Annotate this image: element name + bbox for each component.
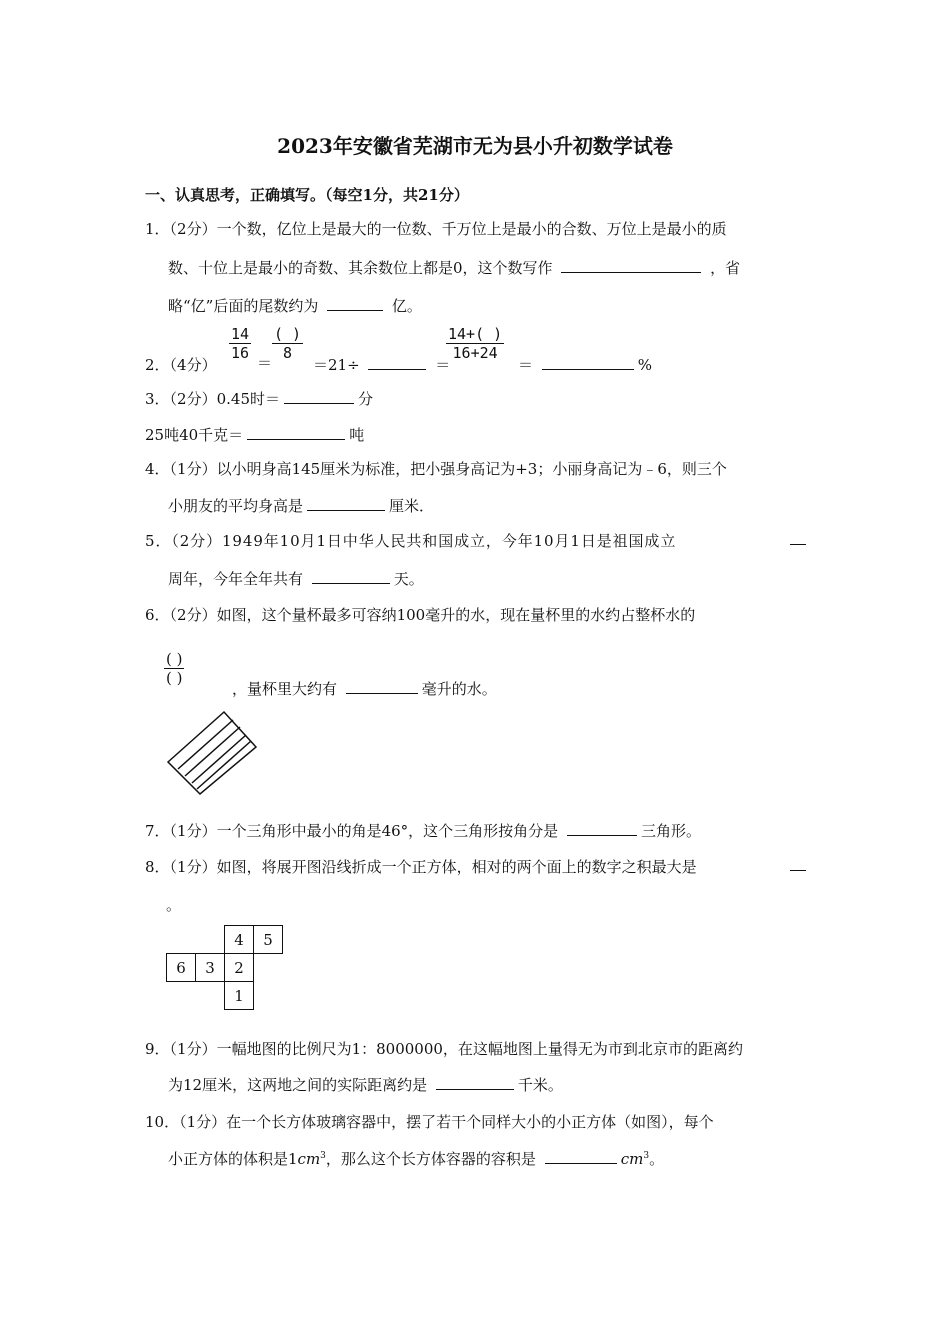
q2-eq: ＝	[257, 354, 273, 372]
q2-fraction-3	[446, 325, 504, 362]
q9-blank-distance[interactable]	[436, 1075, 514, 1090]
q2-eq	[313, 354, 450, 375]
q9-text: 千米。	[517, 1076, 563, 1094]
q1-line2	[168, 257, 740, 278]
q10-unit: cm	[297, 1150, 321, 1168]
q2-f3-den: 16+24	[452, 344, 498, 362]
cube-face: 2	[225, 954, 254, 982]
cup-mark	[192, 735, 246, 783]
q7-blank-triangle[interactable]	[567, 821, 637, 836]
cube-face: 4	[225, 926, 254, 954]
q10-blank-volume[interactable]	[545, 1149, 617, 1164]
cube-net-figure	[166, 925, 283, 1010]
q2-blank-divisor[interactable]	[368, 355, 426, 370]
q3-blank-minutes[interactable]	[284, 389, 354, 404]
q6-fraction	[164, 650, 184, 687]
q7-line	[145, 820, 701, 841]
q1-line1: 1．（2分）一个数，亿位上是最大的一位数、千万位上是最小的合数、万位上是最小的质	[145, 220, 727, 238]
q3-text: 分	[358, 390, 374, 408]
q5-line1	[145, 530, 676, 551]
q5-text: 5．（2分）1949年10月1日中华人民共和国成立，今年10月1日是祖国成立	[145, 532, 677, 550]
q10-line1: 10．（1分）在一个长方体玻璃容器中，摆了若干个同样大小的小正方体（如图），每个	[145, 1113, 714, 1131]
q3-line1	[145, 388, 373, 409]
q10-exp: 3	[643, 1151, 650, 1161]
q6-frac-num[interactable]: ( )	[166, 650, 183, 668]
q5-text: 周年，今年全年共有	[168, 570, 304, 588]
q2-f1-den: 16	[231, 344, 250, 362]
q5-blank-days[interactable]	[312, 569, 390, 584]
q9-line1: 9．（1分）一幅地图的比例尺为1：8000000，在这幅地图上量得无为市到北京市的距离约	[145, 1040, 743, 1058]
q2-eq-end	[518, 354, 652, 375]
q4-text: 小朋友的平均身高是	[168, 497, 304, 515]
cube-face: 5	[254, 926, 283, 954]
q1-line3	[168, 295, 422, 316]
q2-text: %	[637, 356, 653, 374]
q1-text: 略“亿”后面的尾数约为	[168, 297, 319, 315]
cup-mark	[197, 741, 251, 789]
q5-blank-years[interactable]	[790, 530, 806, 545]
q3-text: 3．（2分）0.45时＝	[145, 390, 280, 408]
q9-text: 为12厘米，这两地之间的实际距离约是	[168, 1076, 428, 1094]
q2-text: ＝	[435, 356, 451, 374]
q10-unit: cm	[620, 1150, 644, 1168]
q4-text: 厘米．	[389, 497, 435, 515]
q2-fraction-2	[272, 325, 303, 362]
q10-line2	[168, 1148, 664, 1169]
q2-blank-percent[interactable]	[542, 355, 634, 370]
q4-line2	[168, 495, 434, 516]
q1-text: 数、十位上是最小的奇数、其余数位上都是0，这个数写作	[168, 259, 553, 277]
q10-exp: 3	[320, 1151, 326, 1161]
q6-frac-den[interactable]: ( )	[166, 669, 183, 687]
q2-fraction-1	[229, 325, 251, 362]
q6-text: 毫升的水。	[421, 680, 497, 698]
q10-text: ，那么这个长方体容器的容积是	[325, 1150, 536, 1168]
q2-f3-num[interactable]: 14+( )	[448, 325, 503, 343]
q8-line2: 。	[166, 896, 182, 914]
q2-text: ＝21÷	[313, 356, 360, 374]
q7-text: 7．（1分）一个三角形中最小的角是46°，这个三角形按角分是	[145, 822, 559, 840]
q5-text: 天。	[393, 570, 424, 588]
cube-face: 6	[167, 954, 196, 982]
cup-mark	[185, 727, 240, 776]
q2-f2-den: 8	[283, 344, 293, 362]
q2-prefix: 2．（4分）	[145, 356, 217, 374]
q1-text: ，省	[710, 259, 741, 277]
q7-text: 三角形。	[640, 822, 701, 840]
q3-blank-tons[interactable]	[247, 425, 345, 440]
q6-blank-ml[interactable]	[346, 679, 418, 694]
q1-blank-number[interactable]	[561, 258, 701, 273]
q9-line2	[168, 1074, 563, 1095]
q10-text: 。	[649, 1150, 665, 1168]
page-title: 2023年安徽省芜湖市无为县小升初数学试卷	[277, 134, 673, 158]
q3-line2	[145, 424, 364, 445]
q2-f1-num: 14	[231, 325, 250, 343]
q6-line2	[232, 678, 497, 699]
cube-face: 3	[196, 954, 225, 982]
q10-text: 小正方体的体积是1	[168, 1150, 298, 1168]
q8-line1: 8．（1分）如图，将展开图沿线折成一个正方体，相对的两个面上的数字之积最大是	[145, 858, 697, 876]
q3-text: 吨	[349, 426, 365, 444]
q1-blank-approx[interactable]	[327, 296, 383, 311]
cup-mark	[178, 720, 233, 769]
q6-line1: 6．（2分）如图，这个量杯最多可容纳100毫升的水，现在量杯里的水约占整杯水的	[145, 606, 696, 624]
section-heading: 一、认真思考，正确填写。（每空1分，共21分）	[145, 186, 469, 204]
q4-line1: 4．（1分）以小明身高145厘米为标准，把小强身高记为+3；小丽身高记为﹣6，则三个	[145, 460, 727, 478]
q2-text: ＝	[518, 356, 534, 374]
q6-text: ，量杯里大约有	[232, 680, 338, 698]
q1-text: 亿。	[391, 297, 422, 315]
measuring-cup-figure	[166, 710, 258, 798]
cube-face: 1	[225, 982, 254, 1010]
q5-line2	[168, 568, 424, 589]
cup-outline	[168, 712, 256, 794]
q2-f2-num[interactable]: ( )	[274, 325, 302, 343]
q4-blank-height[interactable]	[307, 496, 385, 511]
q8-blank-product[interactable]	[790, 856, 806, 871]
q3-text: 25吨40千克＝	[145, 426, 244, 444]
